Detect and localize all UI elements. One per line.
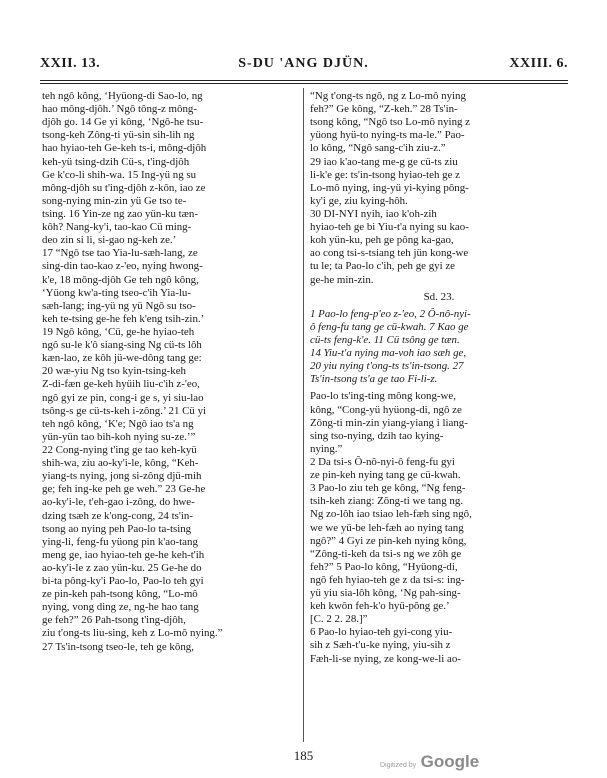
text-line: Ge k'co-li shih-wa. 15 Ing-yü ng su <box>42 168 197 181</box>
text-line: tsih-keh ziang: Zông-ti we tang ng. <box>310 495 464 508</box>
text-line: 1 Pao-lo feng-p'eo z-'eo, 2 Ô-nô-nyi- <box>310 307 471 320</box>
text-line: meng ge, iao hyiao-teh ge-he keh-t'ih <box>42 548 205 561</box>
text-line: kôh? Nang-ky'i, tao-kao Cü ming- <box>42 221 192 234</box>
section-title: Sd. 23. <box>423 290 455 303</box>
text-line: 22 Cong-nying t'ing ge tao keh-kyü <box>42 443 197 456</box>
text-line: 20 yiu nying t'ong-ts ts'in-tsong. 27 <box>310 360 464 373</box>
text-line: tsong kông, “Ngô tso Lo-mô nying z <box>310 116 471 129</box>
text-line: “Zông-ti-keh da tsi-s ng we zôh ge <box>310 547 462 560</box>
text-line: Fæh-li-se nying, ze kong-we-li ao- <box>310 652 461 665</box>
text-line: ‘Yüong kw'a-ting tseo-c'ih Yia-lu- <box>42 286 191 299</box>
text-line: yüong hyü-to nying-ts ma-le.” Pao- <box>310 129 465 142</box>
text-line: hyiao-teh ge bi Yiu-t'a nying su kao- <box>310 221 469 234</box>
text-line: bi-ta pông-ky'i Pao-lo, Pao-lo teh gyi <box>42 575 204 588</box>
header-rule-top <box>40 80 568 81</box>
text-line: 29 iao k'ao-tang me-g ge cü-ts ziu <box>310 155 458 168</box>
text-line: Ng zo-lôh iao tsiao leh-fæh sing ngô, <box>310 508 472 521</box>
column-divider <box>303 88 304 742</box>
text-line: ze pin-keh nying tang ge cü-kwah. <box>310 469 461 482</box>
text-line: yiang-ts nying, jong si-zông djü-mih <box>42 470 202 483</box>
text-line: keh kwôn feh-k'o hyü-pông ge.’ <box>310 600 450 613</box>
text-line: keh-yü tsing-dzih Cü-s, t'ing-djôh <box>42 155 190 168</box>
text-line: yü yiu sia-lôh kông, ‘Ng pah-sing- <box>310 587 461 600</box>
text-line: 14 Yiu-t'a nying ma-voh iao sæh ge, <box>310 347 467 360</box>
text-line: kæn-lao, ze kôh jü-we-dông tang ge: <box>42 352 202 365</box>
text-line: ao cong tsi-s-tsiang teh jün kong-we <box>310 247 469 260</box>
right-column <box>310 90 568 666</box>
text-line: Zông-ti min-zin yiang-yiang i liang- <box>310 416 468 429</box>
text-line: sing tso-nying, dzih tao kying- <box>310 429 444 442</box>
text-line: ky'i ge, ziu kying-hôh. <box>310 194 408 207</box>
text-line: tsing. 16 Yin-ze ng zao yün-ku tæn- <box>42 207 198 220</box>
text-line: hao mông-djôh.’ Ngô tông-z mông- <box>42 103 197 116</box>
header-chapter-right: XXIII. 6. <box>509 56 568 71</box>
text-line: 19 Ngô kông, ‘Cü, ge-he hyiao-teh <box>42 325 195 338</box>
text-line: 17 “Ngô tse tao Yia-lu-sæh-lang, ze <box>42 247 198 260</box>
text-line: tsong-keh Zông-ti yü-sin sih-lih ng <box>42 129 195 142</box>
text-line: sih z Sæh-t'u-ke nying, yiu-sih z <box>310 639 451 652</box>
text-line: ze pin-keh pah-tsong kông, “Lo-mô <box>42 588 198 601</box>
text-line: we we yü-be leh-fæh ao nying tang <box>310 521 464 534</box>
watermark <box>380 752 479 772</box>
text-line: ngô su-le k'ô siang-sing Ng cü-ts lôh <box>42 339 202 352</box>
text-line: tsông-s ge cü-ts-keh i-zông.’ 21 Cü yi <box>42 404 207 417</box>
text-line: 20 wæ-yiu Ng tso kyin-tsing-keh <box>42 365 186 378</box>
text-line: ô feng-fu tang ge cü-kwah. 7 Kao ge <box>310 320 469 333</box>
text-line: teh ngô kông, ‘K'e; Ngô iao ts'a ng <box>42 417 194 430</box>
text-line: li-k'e ge: ts'in-tsong hyiao-teh ge z <box>310 168 461 181</box>
text-line: shih-wa, ziu ao-ky'i-le, kông, “Keh- <box>42 457 199 470</box>
text-line: djôh go. 14 Ge yi kông, ‘Ngô-he tsu- <box>42 116 204 129</box>
text-line: ngô?” 4 Gyi ze pin-keh nying kông, <box>310 534 467 547</box>
text-line: koh yün-ku, peh ge pông ka-gao, <box>310 234 454 247</box>
text-line: “Ng t'ong-ts ngô, ng z Lo-mô nying <box>310 90 466 102</box>
text-line: mông-djôh su t'ing-djôh z-kôn, iao ze <box>42 181 206 194</box>
header-rule-bottom <box>40 83 568 84</box>
text-line: 3 Pao-lo ziu teh ge kông, “Ng feng- <box>310 482 466 495</box>
text-line: ao-ky'i-le, t'eh-gao i-zông, do hwe- <box>42 496 195 509</box>
header-chapter-left: XXII. 13. <box>40 56 101 71</box>
text-line: deo zin si li, si-gao ng-keh ze.’ <box>42 234 177 247</box>
text-line: 30 DI-NYI nyih, iao k'oh-zih <box>310 207 437 220</box>
text-line: ying-li, feng-fu yüong pin k'ao-tang <box>42 535 198 548</box>
text-line: ge-he min-zin. <box>310 273 374 286</box>
text-line: lo kông, “Ngô sang-c'ih ziu-z.” <box>310 142 446 155</box>
text-line: song-nying min-zin yü Ge tso te- <box>42 194 187 207</box>
text-line: nying, vong ding ze, ng-he hao tang <box>42 601 199 614</box>
text-line: tu le; ta Pao-lo c'ih, peh ge gyi ze <box>310 260 456 273</box>
text-line: ge; feh ing-ke peh ge weh.” 23 Ge-he <box>42 483 206 496</box>
text-line: cü-ts feng-k'e. 11 Cü tsông ge tæn. <box>310 333 460 346</box>
text-line: sing-din tao-kao z-'eo, nying hwong- <box>42 260 203 273</box>
text-line: ngô feh hyiao-teh ge z da tsi-s: ing- <box>310 573 465 586</box>
text-line: Pao-lo ts'ing-ting mông kong-we, <box>310 390 456 403</box>
text-line: ge feh?” 26 Pah-tsong t'ing-djôh, <box>42 614 186 627</box>
text-line: ziu t'ong-ts liu-sing, keh z Lo-mô nying.” <box>42 627 223 640</box>
text-line: sæh-lang; ing-yü ng yü Ngô su tso- <box>42 299 196 312</box>
text-line: Ts'in-tsong ts'a ge tao Fi-li-z. <box>310 373 438 386</box>
text-line: 2 Da tsi-s Ô-nô-nyi-ô feng-fu gyi <box>310 455 455 468</box>
text-line: feh?” Ge kông, “Z-keh.” 28 Ts'in- <box>310 103 458 116</box>
watermark-brand: Google <box>420 752 480 771</box>
text-line: feh?” 5 Pao-lo kông, “Hyüong-di, <box>310 560 458 573</box>
text-line: hao hyiao-teh Ge-keh ts-i, mông-djôh <box>42 142 207 155</box>
text-line: keh te-tsing ge-he feh k'eng tsih-zin.’ <box>42 312 205 325</box>
text-line: Z-di-fæn ge-keh hyüih liu-c'ih z-'eo, <box>42 378 200 391</box>
text-line: 27 Ts'in-tsong tseo-le, teh ge kông, <box>42 640 194 653</box>
text-line: tsong ao nying peh Pao-lo ta-tsing <box>42 522 192 535</box>
text-line: k'e, 18 mông-djôh Ge teh ngô kông, <box>42 273 199 286</box>
left-column <box>42 90 300 654</box>
text-line: kông, “Cong-yü hyüong-di, ngô ze <box>310 403 462 416</box>
text-line: Lo-mô nying, ing-yü yi-kying pông- <box>310 181 469 194</box>
watermark-small-text: Digitized by <box>380 762 417 769</box>
header-title: S-DU 'ANG DJÜN. <box>238 56 369 71</box>
text-line: yün-yün tao bih-koh nying su-ze.’” <box>42 430 196 443</box>
text-line: ao-ky'i-le z zao yün-ku. 25 Ge-he do <box>42 561 202 574</box>
text-line: nying.” <box>310 442 343 455</box>
text-line: 6 Pao-lo hyiao-teh gyi-cong yiu- <box>310 626 453 639</box>
text-line: [C. 2 2. 28.]” <box>310 613 368 626</box>
text-line: ngô gyi ze pin, cong-i ge s, yi siu-lao <box>42 391 204 404</box>
text-line: teh ngô kông, ‘Hyüong-di Sao-lo, ng <box>42 90 203 102</box>
text-line: dzing tsæh ze k'ong-cong, 24 ts'in- <box>42 509 193 522</box>
page-number: 185 <box>293 748 314 763</box>
